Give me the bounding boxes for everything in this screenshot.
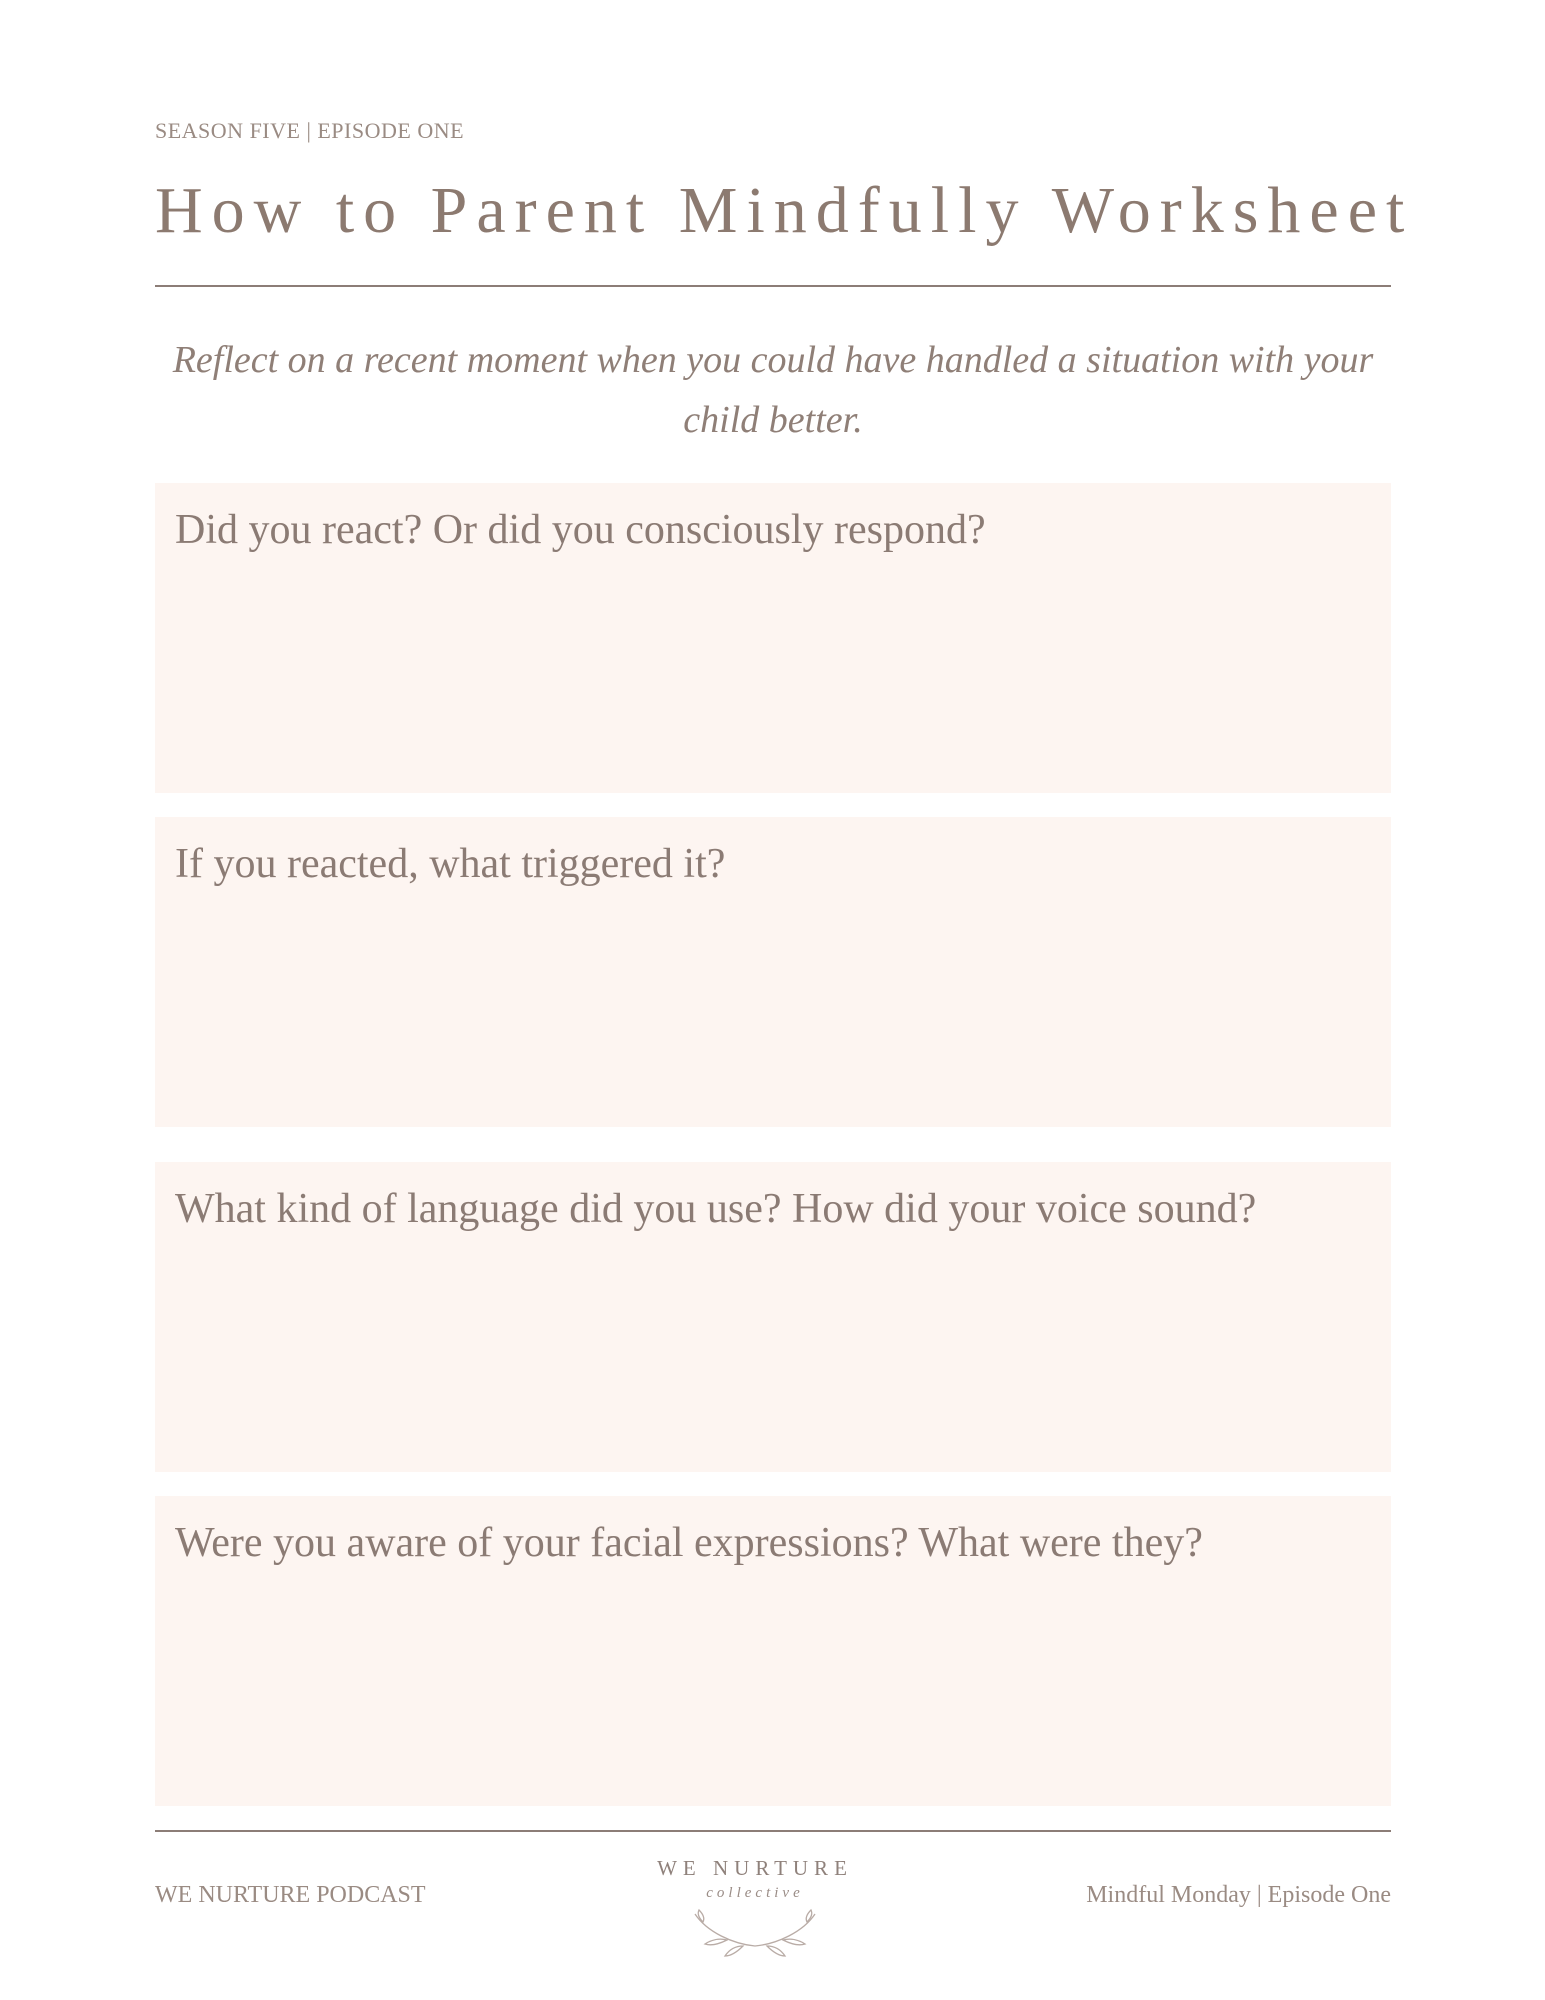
intro-line-1: Reflect on a recent moment when you could have handled a situation with your <box>172 339 1374 381</box>
footer-podcast-label: WE NURTURE PODCAST <box>155 1882 426 1908</box>
question-text: Did you react? Or did you consciously respond? <box>175 507 986 553</box>
question-box-2[interactable] <box>155 817 1391 1127</box>
logo-sub-text: collective <box>706 1885 804 1901</box>
question-box-4[interactable] <box>155 1496 1391 1806</box>
question-text: What kind of language did you use? How did your voice sound? <box>175 1186 1257 1232</box>
header-divider <box>155 285 1391 287</box>
question-text: If you reacted, what triggered it? <box>175 841 726 887</box>
question-text: Were you aware of your facial expressions? What were they? <box>175 1520 1203 1566</box>
logo-laurel-icon <box>655 1852 855 1962</box>
question-box-3[interactable] <box>155 1162 1391 1472</box>
question-box-1[interactable] <box>155 483 1391 793</box>
footer-episode-label: Mindful Monday | Episode One <box>1086 1882 1391 1908</box>
page-title: How to Parent Mindfully Worksheet <box>155 174 1414 247</box>
footer-divider <box>155 1830 1391 1832</box>
season-episode-label: SEASON FIVE | EPISODE ONE <box>155 118 465 143</box>
logo-brand-text: WE NURTURE <box>657 1856 853 1880</box>
intro-prompt <box>155 330 1391 450</box>
intro-line-2: child better. <box>683 399 863 441</box>
we-nurture-logo <box>655 1852 855 1962</box>
